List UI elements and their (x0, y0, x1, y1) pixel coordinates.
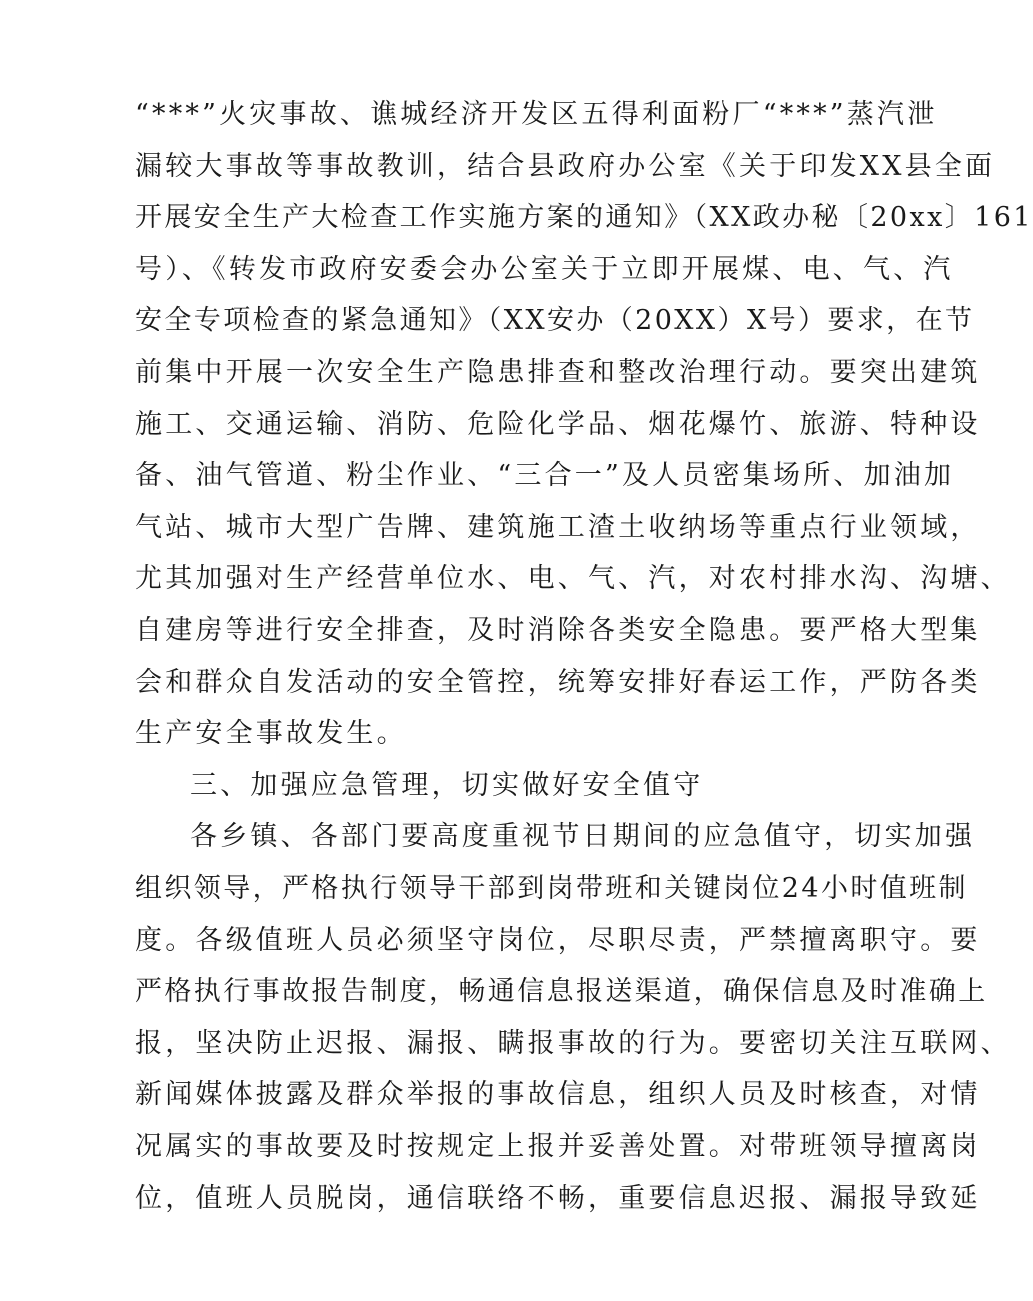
text-line: 安全专项检查的紧急通知》（XX安办（20XX）X号）要求，在节 (135, 305, 975, 336)
text-line: 气站、城市大型广告牌、建筑施工渣土收纳场等重点行业领域， (135, 512, 981, 543)
text-line: 生产安全事故发生。 (135, 718, 407, 749)
text-line: 自建房等进行安全排查，及时消除各类安全隐患。要严格大型集 (135, 615, 981, 646)
text-line: 开展安全生产大检查工作实施方案的通知》（XX政办秘〔20xx〕161 (135, 202, 1033, 233)
text-line: 位，值班人员脱岗，通信联络不畅，重要信息迟报、漏报导致延 (135, 1183, 981, 1214)
text-line: 前集中开展一次安全生产隐患排查和整改治理行动。要突出建筑 (135, 357, 981, 388)
text-line: 施工、交通运输、消防、危险化学品、烟花爆竹、旅游、特种设 (135, 409, 981, 440)
text-line: 严格执行事故报告制度，畅通信息报送渠道，确保信息及时准确上 (135, 976, 988, 1007)
text-line: 况属实的事故要及时按规定上报并妥善处置。对带班领导擅离岗 (135, 1131, 981, 1162)
text-line: 号）、《转发市政府安委会办公室关于立即开展煤、电、气、汽 (135, 254, 954, 285)
text-line: 尤其加强对生产经营单位水、电、气、汽，对农村排水沟、沟塘、 (135, 563, 1011, 594)
text-line: 组织领导，严格执行领导干部到岗带班和关键岗位24小时值班制 (135, 873, 968, 904)
section-heading: 三、加强应急管理，切实做好安全值守 (190, 770, 704, 801)
text-line: 度。各级值班人员必须坚守岗位，尽职尽责，严禁擅离职守。要 (135, 925, 981, 956)
text-line: 会和群众自发活动的安全管控，统筹安排好春运工作，严防各类 (135, 667, 981, 698)
text-line: 各乡镇、各部门要高度重视节日期间的应急值守，切实加强 (190, 821, 976, 852)
text-line: 报，坚决防止迟报、漏报、瞒报事故的行为。要密切关注互联网、 (135, 1028, 1011, 1059)
text-line: 备、油气管道、粉尘作业、“三合一”及人员密集场所、加油加 (135, 460, 955, 491)
text-line: “***”火灾事故、谯城经济开发区五得利面粉厂“***”蒸汽泄 (135, 99, 938, 130)
text-line: 新闻媒体披露及群众举报的事故信息，组织人员及时核查，对情 (135, 1079, 981, 1110)
text-line: 漏较大事故等事故教训，结合县政府办公室《关于印发XX县全面 (135, 151, 996, 182)
